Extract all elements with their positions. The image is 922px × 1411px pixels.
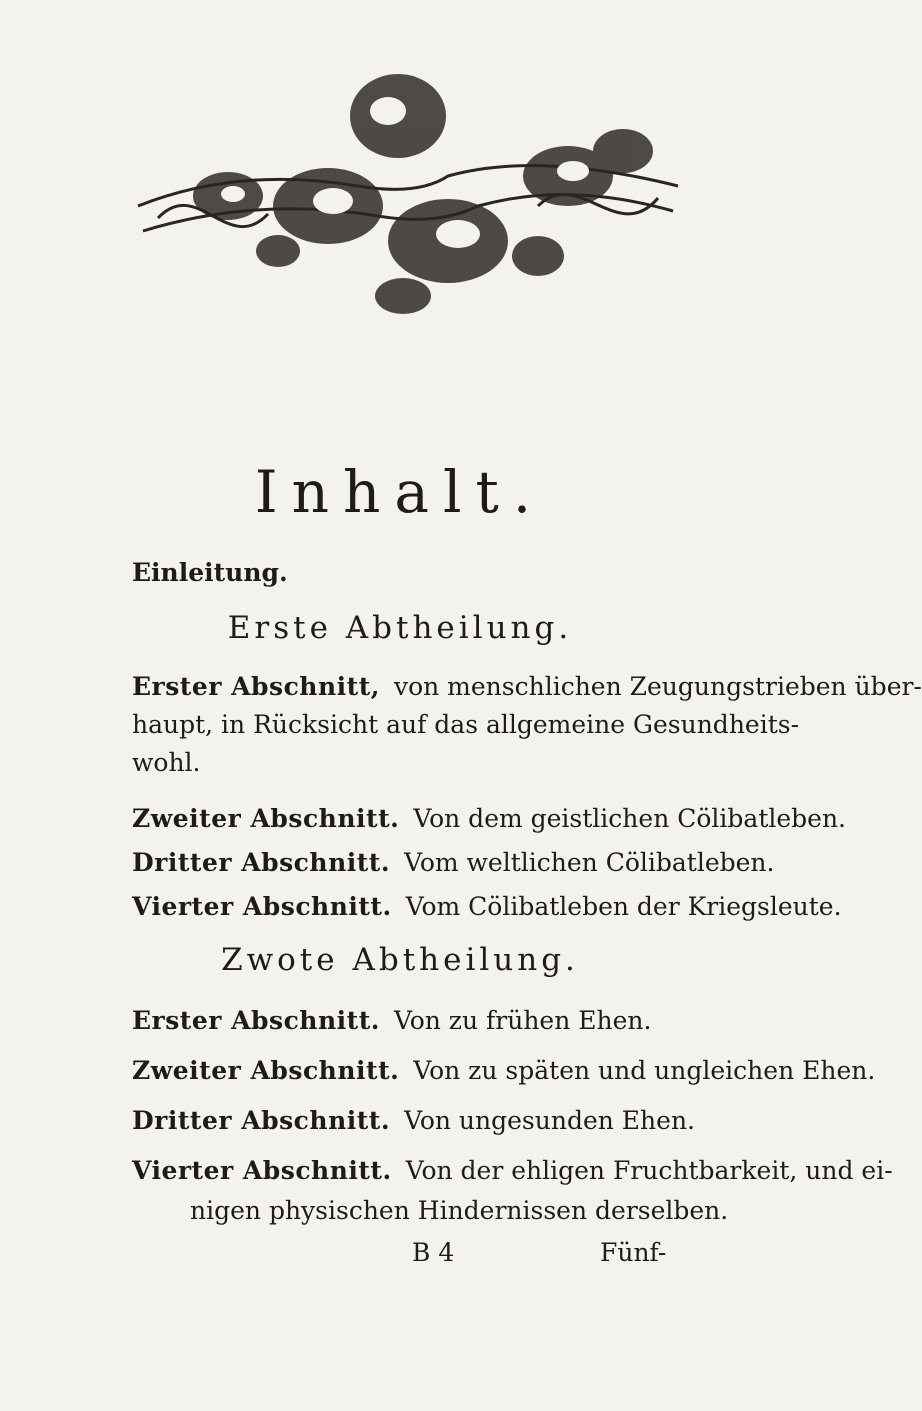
- section-label: Erster Abschnitt.: [132, 1006, 380, 1035]
- toc-entry: [132, 804, 846, 833]
- section-title-continuation: haupt, in Rücksicht auf das allgemeine Gesundheits-: [132, 710, 800, 739]
- section-title: Von zu späten und ungleichen Ehen.: [413, 1056, 876, 1085]
- section-title-continuation: wohl.: [132, 748, 201, 777]
- section-label: Zweiter Abschnitt.: [132, 804, 400, 833]
- introduction-label: Einleitung.: [132, 558, 288, 587]
- section-title: Von zu frühen Ehen.: [393, 1006, 652, 1035]
- section-title: Von dem geistlichen Cölibatleben.: [413, 804, 847, 833]
- toc-entry: [132, 1106, 695, 1135]
- catchword: Fünf-: [600, 1238, 667, 1267]
- part-one-heading: Erste Abtheilung.: [227, 610, 573, 646]
- section-title: Vom Cölibatleben der Kriegsleute.: [405, 892, 842, 921]
- section-label: Erster Abschnitt,: [132, 672, 380, 701]
- section-title: Von der ehligen Fruchtbarkeit, und ei-: [405, 1156, 893, 1185]
- section-label: Zweiter Abschnitt.: [132, 1056, 400, 1085]
- page-title: Inhalt.: [254, 458, 546, 526]
- toc-entry: [132, 848, 774, 877]
- section-title: von menschlichen Zeugungstrieben über-: [393, 672, 922, 701]
- section-label: Dritter Abschnitt.: [132, 848, 391, 877]
- toc-entry: [132, 892, 842, 921]
- signature-mark: B 4: [412, 1238, 455, 1267]
- section-label: Dritter Abschnitt.: [132, 1106, 391, 1135]
- part-two-heading: Zwote Abtheilung.: [221, 942, 579, 978]
- section-label: Vierter Abschnitt.: [132, 892, 392, 921]
- section-title: Vom weltlichen Cölibatleben.: [404, 848, 775, 877]
- toc-entry: [132, 1006, 651, 1035]
- toc-entry: [132, 1056, 875, 1085]
- floral-ornament-headpiece: [118, 56, 698, 326]
- toc-entry: [132, 1156, 893, 1185]
- section-title: Von ungesunden Ehen.: [404, 1106, 695, 1135]
- section-label: Vierter Abschnitt.: [132, 1156, 392, 1185]
- section-title-continuation: nigen physischen Hindernissen derselben.: [190, 1196, 729, 1225]
- toc-entry: [132, 672, 922, 701]
